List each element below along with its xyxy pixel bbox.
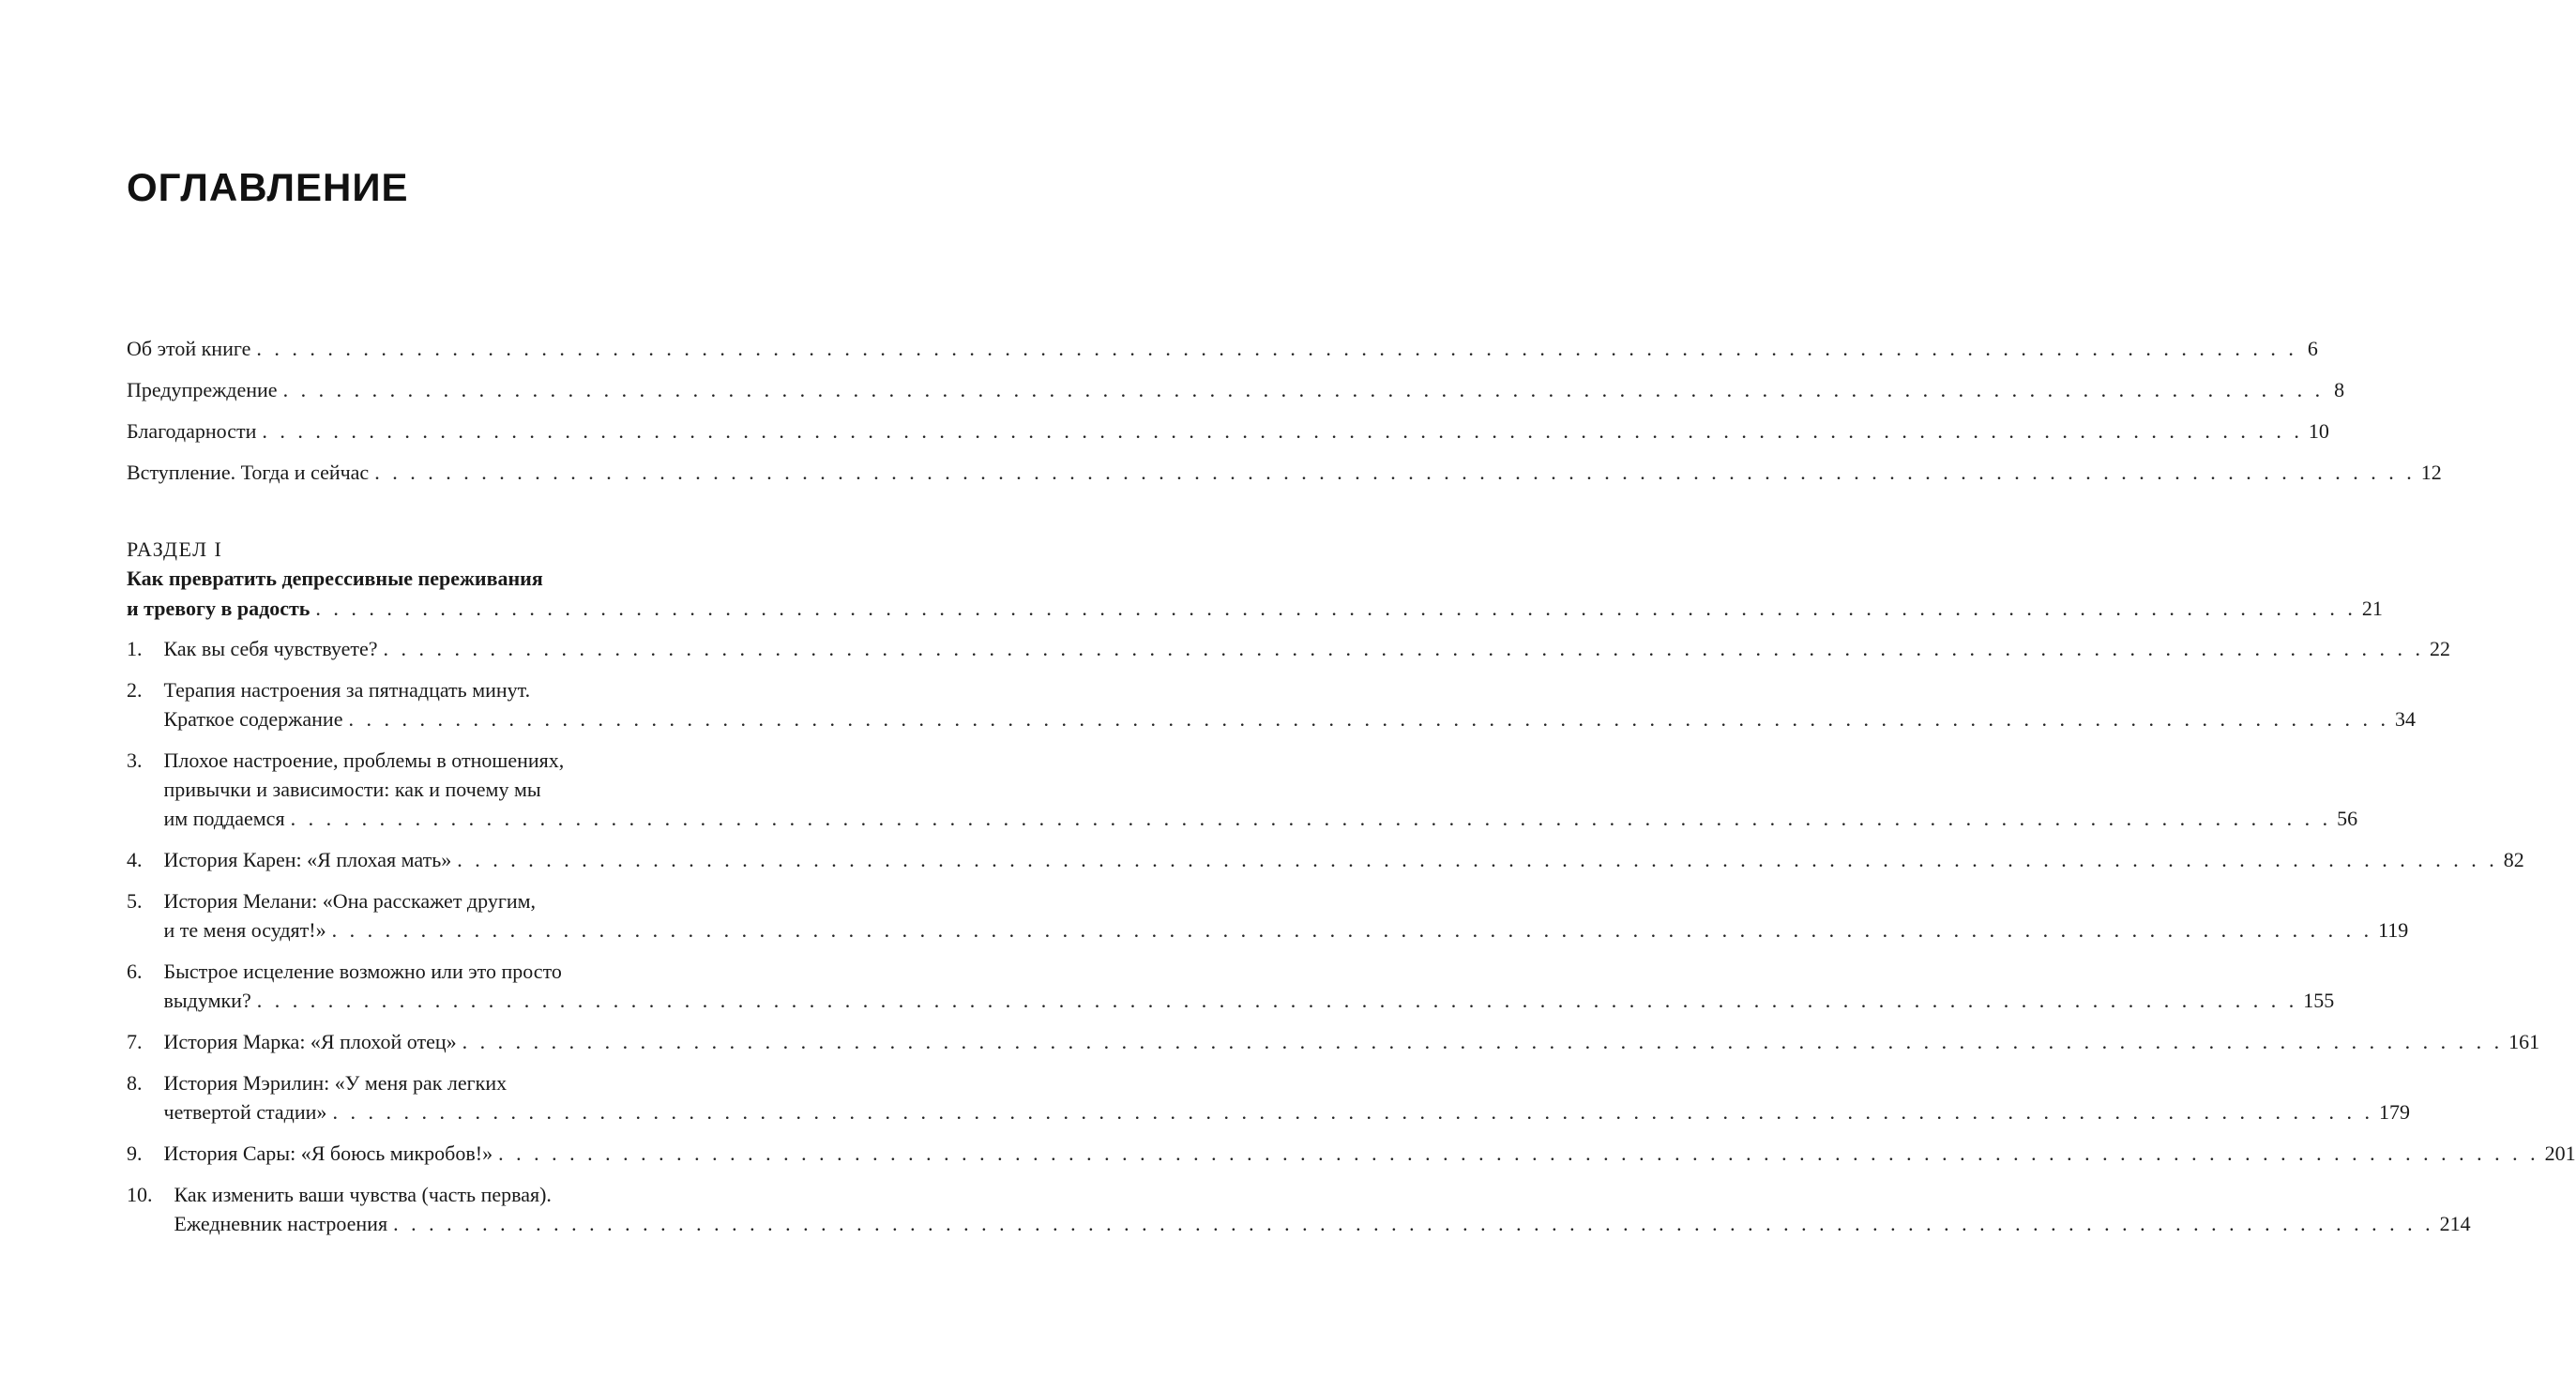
chapter-number: 5. bbox=[127, 889, 143, 913]
chapter-title-line: привычки и зависимости: как и почему мы bbox=[163, 778, 541, 801]
chapter-title: Краткое содержание bbox=[163, 707, 343, 731]
section-title-entry[interactable] bbox=[127, 564, 2383, 624]
chapter-entry[interactable] bbox=[127, 1068, 2410, 1127]
chapter-page: 119 bbox=[2378, 918, 2409, 942]
chapter-number: 2. bbox=[127, 678, 143, 702]
chapter-page: 179 bbox=[2378, 1100, 2410, 1124]
chapter-entry[interactable] bbox=[127, 634, 2451, 663]
chapter-list bbox=[127, 634, 2576, 1250]
section-label: РАЗДЕЛ I bbox=[127, 537, 223, 561]
chapter-entry[interactable] bbox=[127, 886, 2409, 945]
toc-entry[interactable] bbox=[127, 416, 2329, 446]
dot-leader bbox=[384, 634, 2425, 663]
toc-entry-text: Предупреждение bbox=[127, 378, 278, 401]
chapter-title-line: История Мелани: «Она расскажет другим, bbox=[163, 889, 537, 913]
chapter-title-line: Плохое настроение, проблемы в отношениях, bbox=[163, 748, 565, 772]
chapter-title: История Сары: «Я боюсь микробов!» bbox=[163, 1142, 493, 1165]
toc-entry-text: Благодарности bbox=[127, 419, 257, 443]
chapter-number: 9. bbox=[127, 1142, 143, 1165]
section-page: 21 bbox=[2361, 597, 2383, 620]
chapter-page: 22 bbox=[2430, 637, 2451, 660]
chapter-title: История Карен: «Я плохая мать» bbox=[163, 848, 452, 871]
chapter-entry[interactable] bbox=[127, 1027, 2540, 1056]
chapter-page: 161 bbox=[2508, 1030, 2540, 1053]
dot-leader bbox=[348, 704, 2389, 733]
toc-entry[interactable] bbox=[127, 458, 2442, 488]
chapter-page: 34 bbox=[2394, 707, 2416, 731]
dot-leader bbox=[283, 375, 2325, 405]
chapter-entry[interactable] bbox=[127, 1139, 2576, 1168]
chapter-number: 8. bbox=[127, 1071, 143, 1095]
chapter-number: 4. bbox=[127, 848, 143, 871]
chapter-entry[interactable] bbox=[127, 1180, 2471, 1238]
chapter-page: 214 bbox=[2439, 1212, 2471, 1235]
section-title-line2: и тревогу в радость bbox=[127, 597, 311, 620]
chapter-title-line: История Мэрилин: «У меня рак легких bbox=[163, 1071, 508, 1095]
chapter-entry[interactable] bbox=[127, 845, 2524, 874]
dot-leader bbox=[256, 334, 2297, 364]
chapter-title: и те меня осудят!» bbox=[163, 918, 326, 942]
chapter-title-line: Терапия настроения за пятнадцать минут. bbox=[163, 678, 531, 702]
front-matter-list bbox=[127, 334, 2442, 499]
chapter-number: 1. bbox=[127, 637, 143, 660]
chapter-entry[interactable] bbox=[127, 957, 2335, 1015]
chapter-page: 155 bbox=[2303, 989, 2335, 1012]
dot-leader bbox=[332, 915, 2373, 945]
chapter-title: выдумки? bbox=[163, 989, 251, 1012]
chapter-title: им поддаемся bbox=[163, 807, 285, 830]
dot-leader bbox=[393, 1209, 2434, 1238]
toc-entry-page: 10 bbox=[2308, 419, 2329, 443]
chapter-page: 56 bbox=[2337, 807, 2358, 830]
toc-entry[interactable] bbox=[127, 375, 2345, 405]
dot-leader bbox=[291, 804, 2332, 833]
dot-leader bbox=[315, 594, 2356, 624]
dot-leader bbox=[262, 416, 2303, 446]
dot-leader bbox=[457, 845, 2498, 874]
toc-entry-text: Об этой книге bbox=[127, 337, 251, 360]
chapter-page: 201 bbox=[2544, 1142, 2576, 1165]
chapter-title-line: Быстрое исцеление возможно или это просто bbox=[163, 960, 562, 983]
toc-entry-page: 8 bbox=[2334, 378, 2345, 401]
dot-leader bbox=[257, 986, 2298, 1015]
dot-leader bbox=[498, 1139, 2539, 1168]
chapter-entry[interactable] bbox=[127, 675, 2416, 733]
toc-entry-text: Вступление. Тогда и сейчас bbox=[127, 461, 370, 484]
toc-entry[interactable] bbox=[127, 334, 2318, 364]
toc-entry-page: 12 bbox=[2420, 461, 2442, 484]
chapter-title: Как вы себя чувствуете? bbox=[163, 637, 378, 660]
dot-leader bbox=[332, 1097, 2373, 1127]
chapter-number: 7. bbox=[127, 1030, 143, 1053]
dot-leader bbox=[374, 458, 2416, 488]
chapter-number: 3. bbox=[127, 748, 143, 772]
chapter-title-line: Как изменить ваши чувства (часть первая). bbox=[174, 1183, 552, 1206]
chapter-page: 82 bbox=[2503, 848, 2524, 871]
chapter-title: Ежедневник настроения bbox=[174, 1212, 388, 1235]
dot-leader bbox=[462, 1027, 2504, 1056]
section-title-line1: Как превратить депрессивные переживания bbox=[127, 567, 543, 590]
chapter-entry[interactable] bbox=[127, 746, 2358, 833]
chapter-title: четвертой стадии» bbox=[163, 1100, 327, 1124]
toc-entry-page: 6 bbox=[2307, 337, 2318, 360]
chapter-number: 6. bbox=[127, 960, 143, 983]
chapter-title: История Марка: «Я плохой отец» bbox=[163, 1030, 457, 1053]
chapter-number: 10. bbox=[127, 1183, 153, 1206]
page-title: ОГЛАВЛЕНИЕ bbox=[127, 165, 409, 209]
